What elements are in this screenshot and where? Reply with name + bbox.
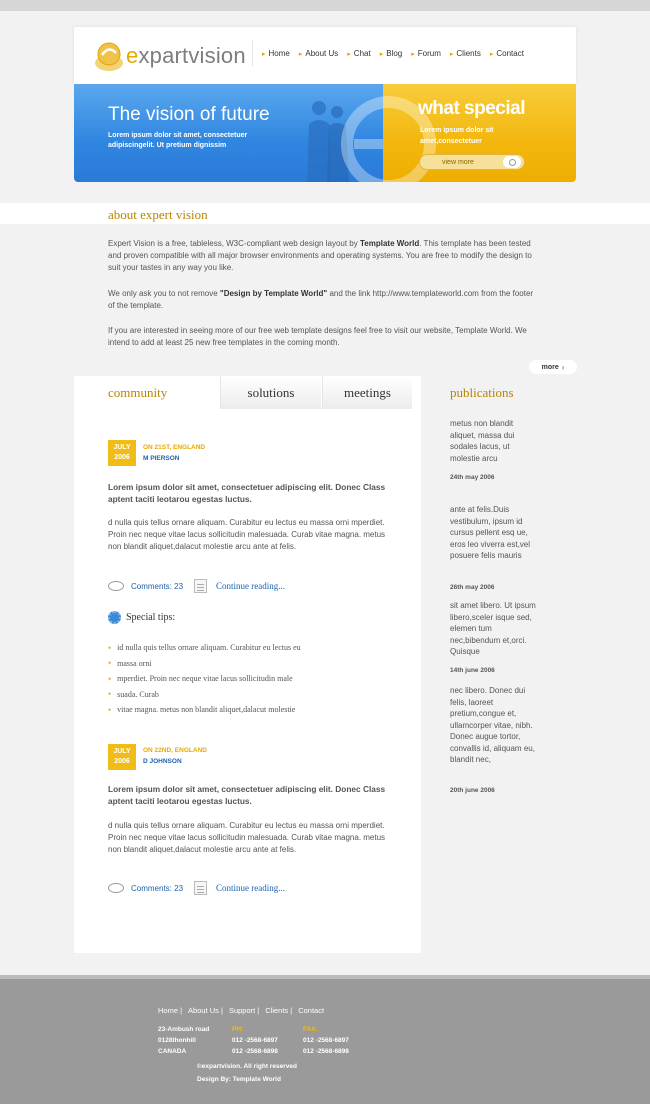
document-icon (194, 579, 207, 593)
chevron-right-icon: › (561, 362, 565, 372)
post-body: d nulla quis tellus ornare aliquam. Curabitur eu lectus eu massa orni mperdiet. Proin nec neque vitae lacus sollicitudin malesuada. Curab vitae magna. metus non blandit aliquet,dalacut molestie arcu ante at felis. (108, 821, 386, 854)
nav-blog[interactable]: ▸ Blog (379, 49, 403, 58)
publication-text[interactable]: nec libero. Donec dui felis, laoreet pretium,congue et, ullamcorper vitae, nibh. Donec augue tortor, convallis id, aliquam eu, blandit nec, (450, 686, 535, 764)
list-item: • massa orni (108, 658, 152, 669)
e-watermark-icon (334, 89, 383, 182)
footer-link-home[interactable]: Home | (158, 1006, 183, 1015)
hero-banner (74, 84, 383, 182)
main-nav (262, 49, 533, 58)
publication-text[interactable]: ante at felis.Duis vestibulum, ipsum id cursus pellent esq ue, eros leo viverra est,vel posuere felis mauris (450, 505, 531, 560)
post-date-badge: JULY 2006 (108, 440, 136, 466)
banner-title: The vision of future (108, 104, 270, 125)
nav-clients[interactable]: ▸ Clients (449, 49, 481, 58)
post-body: d nulla quis tellus ornare aliquam. Curabitur eu lectus eu massa orni mperdiet. Proin nec neque vitae lacus sollicitudin malesuada. Curab vitae magna. metus non blandit aliquet,dalacut molestie arcu ante at felis. (108, 518, 386, 551)
tab-meetings[interactable]: meetings (322, 376, 412, 409)
tips-list (108, 640, 301, 718)
arrow-icon: ▸ (489, 50, 494, 58)
about-strip (0, 203, 650, 224)
about-paragraph-3: If you are interested in seeing more of our free web template designs feel free to visit our website, Template World. We intend to add at least 25 new free templates in the coming month. (108, 326, 527, 347)
bullet-icon: • (108, 658, 112, 669)
about-paragraph-1: Expert Vision is a free, tableless, W3C-compliant web design layout by Template World. This template has been tested and proven compatible with all major browser environments and operating systems. You are free to modify the design to suit your tastes in any way you like. (108, 239, 532, 272)
comment-bubble-icon (108, 883, 124, 893)
special-text: Lorem ipsum dolor sit amet,consectetuer (420, 127, 494, 145)
special-tips-heading: Special tips: (108, 611, 175, 624)
nav-about-us[interactable]: ▸ About Us (298, 49, 339, 58)
list-item: • suada. Curab (108, 689, 159, 700)
footer-copyright: ©expartvision. All right reserved (197, 1063, 297, 1070)
logo[interactable] (92, 39, 246, 73)
special-panel (383, 84, 576, 182)
post-lead: Lorem ipsum dolor sit amet, consectetuer adipiscing elit. Donec Class aptent taciti leotarou egestas luctus. (108, 784, 386, 806)
document-icon (194, 881, 207, 895)
toggle-icon (503, 156, 521, 168)
publication-date: 24th may 2006 (450, 474, 495, 481)
post-meta: ON 22ND, ENGLAND D JOHNSON (143, 747, 207, 765)
bullet-icon: • (108, 642, 112, 653)
publication-date: 26th may 2006 (450, 584, 495, 591)
nav-home[interactable]: ▸ Home (262, 49, 290, 58)
post-lead: Lorem ipsum dolor sit amet, consectetuer adipiscing elit. Donec Class aptent taciti leotarou egestas luctus. (108, 482, 386, 504)
publication-date: 20th june 2006 (450, 787, 495, 794)
footer-link-contact[interactable]: Contact (298, 1006, 325, 1015)
arrow-icon: ▸ (411, 50, 415, 58)
publication-date: 14th june 2006 (450, 667, 495, 674)
footer-link-about-us[interactable]: About Us | (188, 1006, 223, 1015)
publication-text[interactable]: metus non blandit aliquet, massa dui sodales lacus, ut molestie arcu (450, 419, 515, 463)
arrow-icon: ▸ (262, 50, 266, 58)
top-bar (0, 0, 650, 11)
list-item: • id nulla quis tellus ornare aliquam. Curabitur eu lectus eu (108, 642, 301, 653)
comments-link[interactable]: Comments: 23 (131, 581, 184, 591)
tab-solutions[interactable]: solutions (220, 376, 321, 409)
continue-reading-link[interactable]: Continue reading... (216, 581, 286, 591)
arrow-icon: ▸ (379, 50, 384, 58)
post-actions (108, 881, 285, 895)
footer-link-clients[interactable]: Clients | (265, 1006, 293, 1015)
list-item: • mperdiet. Proin nec neque vitae lacus sollicitudin male (108, 673, 293, 684)
post-date-badge: JULY 2006 (108, 744, 136, 770)
bullet-icon: • (108, 673, 112, 684)
nav-contact[interactable]: ▸ Contact (489, 49, 524, 58)
special-title: what special (418, 98, 525, 119)
footer-nav (158, 1006, 330, 1015)
footer-fax: FAX: 012 -2568-6897 012 -2568-6898 (303, 1026, 349, 1055)
publications-title: publications (450, 385, 514, 400)
footer-address: 23-Ambush road 0128thonhill CANADA (158, 1026, 210, 1055)
bullet-icon: • (108, 689, 112, 700)
post-meta: ON 21ST, ENGLAND M PIERSON (143, 444, 206, 462)
header (74, 27, 576, 84)
nav-forum[interactable]: ▸ Forum (411, 49, 441, 58)
publication-text[interactable]: sit amet libero. Ut ipsum libero,sceler isque sed, elemen tum nec,bibendum et,orci. Quisque (450, 601, 536, 656)
more-button[interactable]: more › (529, 360, 577, 374)
logo-icon (92, 39, 126, 73)
view-more-button[interactable]: view more (419, 154, 525, 170)
list-item: • vitae magna. metus non blandit aliquet,dalacut molestie (108, 704, 296, 715)
banner-subtitle: Lorem ipsum dolor sit amet, consectetuer adipiscingelit. Ut pretium dignissim (108, 132, 248, 149)
arrow-icon: ▸ (298, 50, 303, 58)
logo-text: expartvision (126, 43, 246, 68)
footer-design-credit[interactable]: Design By: Template World (197, 1076, 281, 1083)
about-paragraph-2: We only ask you to not remove "Design by Template World" and the link http://www.templateworld.com from the footer of the template. (108, 289, 534, 310)
comment-bubble-icon (108, 581, 124, 591)
nav-chat[interactable]: ▸ Chat (347, 49, 371, 58)
footer-link-support[interactable]: Support | (228, 1006, 260, 1015)
footer-phone: PH: 012 -2568-6897 012 -2568-6898 (232, 1026, 278, 1055)
comments-link[interactable]: Comments: 23 (131, 883, 184, 893)
continue-reading-link[interactable]: Continue reading... (216, 883, 286, 893)
arrow-icon: ▸ (449, 50, 454, 58)
gear-icon (108, 611, 121, 624)
arrow-icon: ▸ (347, 50, 351, 58)
about-title: about expert vision (108, 207, 208, 222)
tab-community[interactable]: community (74, 376, 219, 409)
bullet-icon: • (108, 704, 112, 715)
post-actions (108, 579, 285, 593)
